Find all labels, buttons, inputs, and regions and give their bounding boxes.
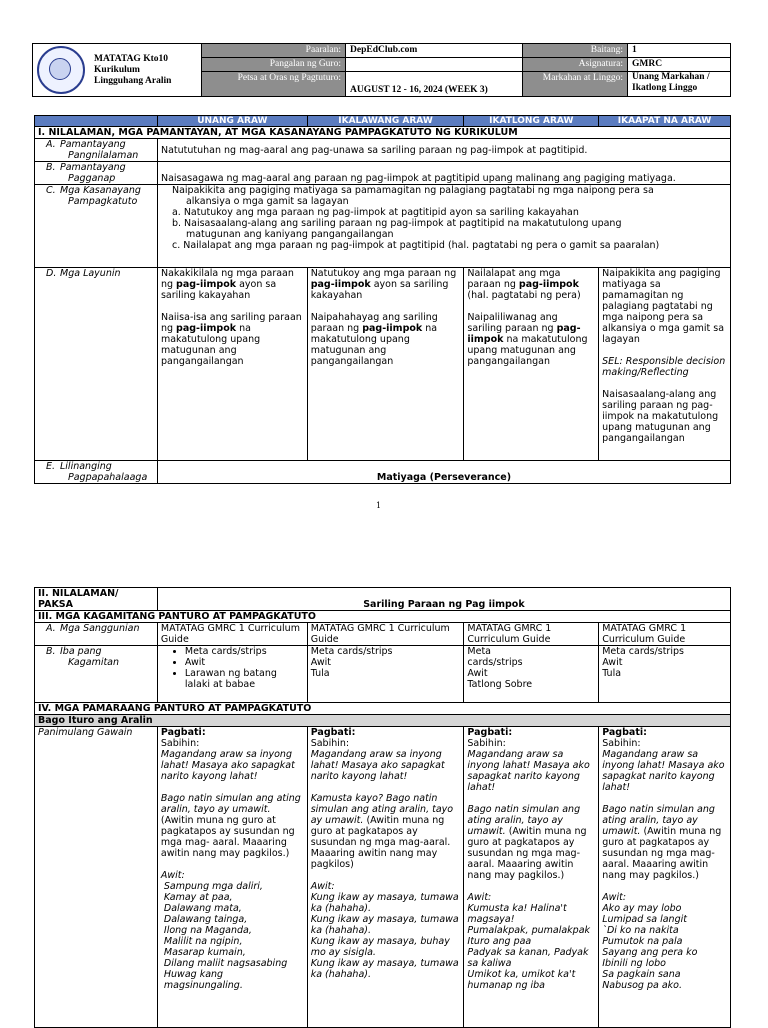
sanggunian-day-2: MATATAG GMRC 1 Curriculum Guide xyxy=(307,623,464,646)
paaralan-label: Paaralan: xyxy=(202,44,346,58)
sanggunian-day-3: MATATAG GMRC 1 Curriculum Guide xyxy=(464,623,599,646)
mga-layunin-label: D. Mga Layunin xyxy=(35,268,158,461)
bago-ituro-subheading: Bago Ituro ang Aralin xyxy=(35,715,731,727)
kasanayan-a: a. Natutukoy ang mga paraan ng pag-iimpok at pagtitipid ayon sa sariling kakayahan xyxy=(171,207,579,218)
song-lyrics-day-4: Ako ay may lobo Lumipad sa langit `Di ko na nakita Pumutok na pala Sayang ang pera ko Ibinili ng lobo Sa pagkain sana Nabusog pa ako. xyxy=(602,903,698,991)
pamaraang-panturo-heading: IV. MGA PAMARAANG PANTURO AT PAMPAGKATUTO xyxy=(35,703,731,715)
layunin-day-1: Nakakikilala ng mga paraan ng pag-iimpok ayon sa sariling kakayahan Naiisa-isa ang sariling paraan ng pag-iimpok na makatutulong upang matugunan ang pangangailangan xyxy=(157,268,307,461)
panimulang-gawain-day-3: Pagbati: Sabihin: Magandang araw sa inyong lahat! Masaya ako sapagkat narito kayong lahat! Bago natin simulan ang ating aralin, tayo ay umawit. (Awitin muna ng guro at pagkatapos ay susundan ng mga mag-aaral. Maaaring awitin nang may pagkilos.) Awit: Kumusta ka! Halina't magsaya! Pumalakpak, pumalakpak Ituro ang paa Padyak sa kanan, Padyak sa kaliwa Umikot ka, umikot ka't humanap ng iba xyxy=(464,727,599,1028)
kasanayang-pampagkatuto-label: C. Mga Kasanayang Pampagkatuto xyxy=(35,185,158,268)
list-item: • Larawan ng batang lalaki at babae xyxy=(185,668,304,690)
title-line-3: Lingguhang Aralin xyxy=(94,75,172,86)
pamantayang-pagganap-text: Naisasagawa ng mag-aaral ang paraan ng pag-iimpok at pagtitipid upang malinang ang pagiging matiyaga. xyxy=(157,162,730,185)
paksa-title: Sariling Paraan ng Pag iimpok xyxy=(157,588,730,611)
section-1-heading: I. NILALAMAN, MGA PAMANTAYAN, AT MGA KASANAYANG PAMPAGKATUTO NG KURIKULUM xyxy=(35,127,731,139)
asignatura-value: GMRC xyxy=(628,58,731,72)
panimulang-gawain-day-1: Pagbati: Sabihin: Magandang araw sa inyong lahat! Masaya ako sapagkat narito kayong lahat! Bago natin simulan ang ating aralin, tayo ay umawit. (Awitin muna ng guro at pagkatapos ay susundan ng mga mag- aaral. Maaaring awitin nang may pagkilos.) Awit: Sampung mga daliri, Kamay at paa, Dalawang mata, Dalawang tainga, Ilong na Maganda, Malilit na ngipin, Masarap kumain, Dilang maliit nagsasabing Huwag kang magsinungaling. xyxy=(157,727,307,1028)
day-4-header: IKAAPAT NA ARAW xyxy=(599,116,731,127)
panimulang-gawain-day-2: Pagbati: Sabihin: Magandang araw sa inyong lahat! Masaya ako sapagkat narito kayong lahat! Kamusta kayo? Bago natin simulan ang ating aralin, tayo ay umawit. (Awitin muna ng guro at pagkatapos ay susundan ng mga mag-aaral. Maaaring awitin nang may pagkilos) Awit: Kung ikaw ay masaya, tumawa ka (hahaha). Kung ikaw ay masaya, tumawa ka (hahaha). Kung ikaw ay masaya, buhay mo ay sisigla. Kung ikaw ay masaya, tumawa ka (hahaha). xyxy=(307,727,464,1028)
panimulang-gawain-label: Panimulang Gawain xyxy=(35,727,158,1028)
title-line-2: Kurikulum xyxy=(94,64,140,75)
kagamitang-panturo-heading: III. MGA KAGAMITANG PANTURO AT PAMPAGKATUTO xyxy=(35,611,731,623)
kagamitan-day-3: Meta cards/strips Awit Tatlong Sobre xyxy=(464,646,599,703)
section-1-table xyxy=(34,115,731,484)
kasanayan-c: c. Nailalapat ang mga paraan ng pag-iimpok at pagtitipid (hal. pagtatabi ng pera o gamit sa paaralan) xyxy=(171,240,660,251)
day-header-row xyxy=(35,116,731,127)
pamantayang-pangnilalaman-text: Natututuhan ng mag-aaral ang pag-unawa sa sariling paraan ng pag-iimpok at pagtitipid. xyxy=(157,139,730,162)
page-number: 1 xyxy=(376,501,382,510)
layunin-day-4: Naipakikita ang pagiging matiyaga sa pamamagitan ng palagiang pagtatabi ng mga naipong pera sa alkansiya o mga gamit sa lagayan SEL: Responsible decision making/Reflecting Naisasaalang-alang ang sariling paraan ng pag-iimpok na makatutulong upang matugunan ang pangangailangan xyxy=(599,268,731,461)
asignatura-label: Asignatura: xyxy=(523,58,628,72)
baitang-value: 1 xyxy=(628,44,731,58)
kasanayang-pampagkatuto-text: Naipakikita ang pagiging matiyaga sa pamamagitan ng palagiang pagtatabi ng mga naipong pera sa alkansiya o mga gamit sa lagayan a. Natutukoy ang mga paraan ng pag-iimpok at pagtitipid ayon sa sariling kakayahan b. Naisasaalang-alang ang sariling paraan ng pag-iimpok at pagtitipid na makatutulong upang matugunan ang kaniyang pangangailangan c. Nailalapat ang mga paraan ng pag-iimpok at pagtitipid (hal. pagtatabi ng pera o gamit sa paaralan) xyxy=(157,185,730,268)
guro-value xyxy=(346,58,523,72)
petsa-label: Petsa at Oras ng Pagtuturo: xyxy=(202,72,346,97)
markahan-value: Unang Markahan / Ikatlong Linggo xyxy=(628,72,731,97)
panimulang-gawain-day-4: Pagbati: Sabihin: Magandang araw sa inyong lahat! Masaya ako sapagkat narito kayong lahat! Bago natin simulan ang ating aralin, tayo ay umawit. (Awitin muna ng guro at pagkatapos ay susundan ng mga mag-aaral. Maaaring awitin nang may pagkilos.) Awit: Ako ay may lobo Lumipad sa langit `Di ko na nakita Pumutok na pala Sayang ang pera ko Ibinili ng lobo Sa pagkain sana Nabusog pa ako. xyxy=(599,727,731,1028)
kasanayan-b: b. Naisasaalang-alang ang sariling paraan ng pag-iimpok at pagtitipid na makatutulong upang xyxy=(171,218,622,229)
pamantayang-pangnilalaman-label: A. Pamantayang Pangnilalaman xyxy=(35,139,158,162)
sanggunian-day-1: MATATAG GMRC 1 Curriculum Guide xyxy=(157,623,307,646)
list-item: • Awit xyxy=(185,657,304,668)
header-title-cell xyxy=(33,44,202,97)
pamantayang-pagganap-label: B. Pamantayang Pagganap xyxy=(35,162,158,185)
day-1-header: UNANG ARAW xyxy=(157,116,307,127)
pagpapahalaga-label: E. Lilinanging Pagpapahalaaga xyxy=(35,461,158,484)
list-item: • Meta cards/strips xyxy=(185,646,304,657)
pagpapahalaga-text: Matiyaga (Perseverance) xyxy=(157,461,730,484)
day-3-header: IKATLONG ARAW xyxy=(464,116,599,127)
mga-sanggunian-label: A. Mga Sanggunian xyxy=(35,623,158,646)
song-lyrics-day-2: Kung ikaw ay masaya, tumawa ka (hahaha). Kung ikaw ay masaya, tumawa ka (hahaha). Kung ikaw ay masaya, buhay mo ay sisigla. Kung ikaw ay masaya, tumawa ka (hahaha). xyxy=(310,892,459,980)
markahan-label: Markahan at Linggo: xyxy=(523,72,628,97)
kagamitan-day-4: Meta cards/strips Awit Tula xyxy=(599,646,731,703)
document-title xyxy=(94,54,171,87)
layunin-day-2: Natutukoy ang mga paraan ng pag-iimpok ayon sa sariling kakayahan Naipahahayag ang sariling paraan ng pag-iimpok na makatutulong upang matugunan ang pangangailangan xyxy=(307,268,464,461)
kagamitan-day-1 xyxy=(157,646,307,703)
sanggunian-day-4: MATATAG GMRC 1 Curriculum Guide xyxy=(599,623,731,646)
layunin-day-3: Nailalapat ang mga paraan ng pag-iimpok (hal. pagtatabi ng pera) Naipaliliwanag ang sariling paraan ng pag-iimpok na makatutulong upang matugunan ang pangangailangan xyxy=(464,268,599,461)
kagamitan-day-2: Meta cards/strips Awit Tula xyxy=(307,646,464,703)
header-table xyxy=(32,43,731,97)
nilalaman-paksa-heading: II. NILALAMAN/ PAKSA xyxy=(35,588,158,611)
title-line-1: MATATAG Kto10 xyxy=(94,53,168,64)
guro-label: Pangalan ng Guro: xyxy=(202,58,346,72)
deped-seal-logo xyxy=(37,46,85,94)
paaralan-value: DepEdClub.com xyxy=(346,44,523,58)
petsa-value: AUGUST 12 - 16, 2024 (WEEK 3) xyxy=(346,72,523,97)
song-lyrics-day-1: Sampung mga daliri, Kamay at paa, Dalawang mata, Dalawang tainga, Ilong na Maganda, Malilit na ngipin, Masarap kumain, Dilang maliit nagsasabing Huwag kang magsinungaling. xyxy=(163,881,288,991)
song-lyrics-day-3: Kumusta ka! Halina't magsaya! Pumalakpak, pumalakpak Ituro ang paa Padyak sa kanan, Padyak sa kaliwa Umikot ka, umikot ka't humanap ng iba xyxy=(467,903,591,991)
baitang-label: Baitang: xyxy=(523,44,628,58)
iba-pang-kagamitan-label: B. Iba pang Kagamitan xyxy=(35,646,158,703)
section-2-table xyxy=(34,587,731,1028)
day-2-header: IKALAWANG ARAW xyxy=(307,116,464,127)
